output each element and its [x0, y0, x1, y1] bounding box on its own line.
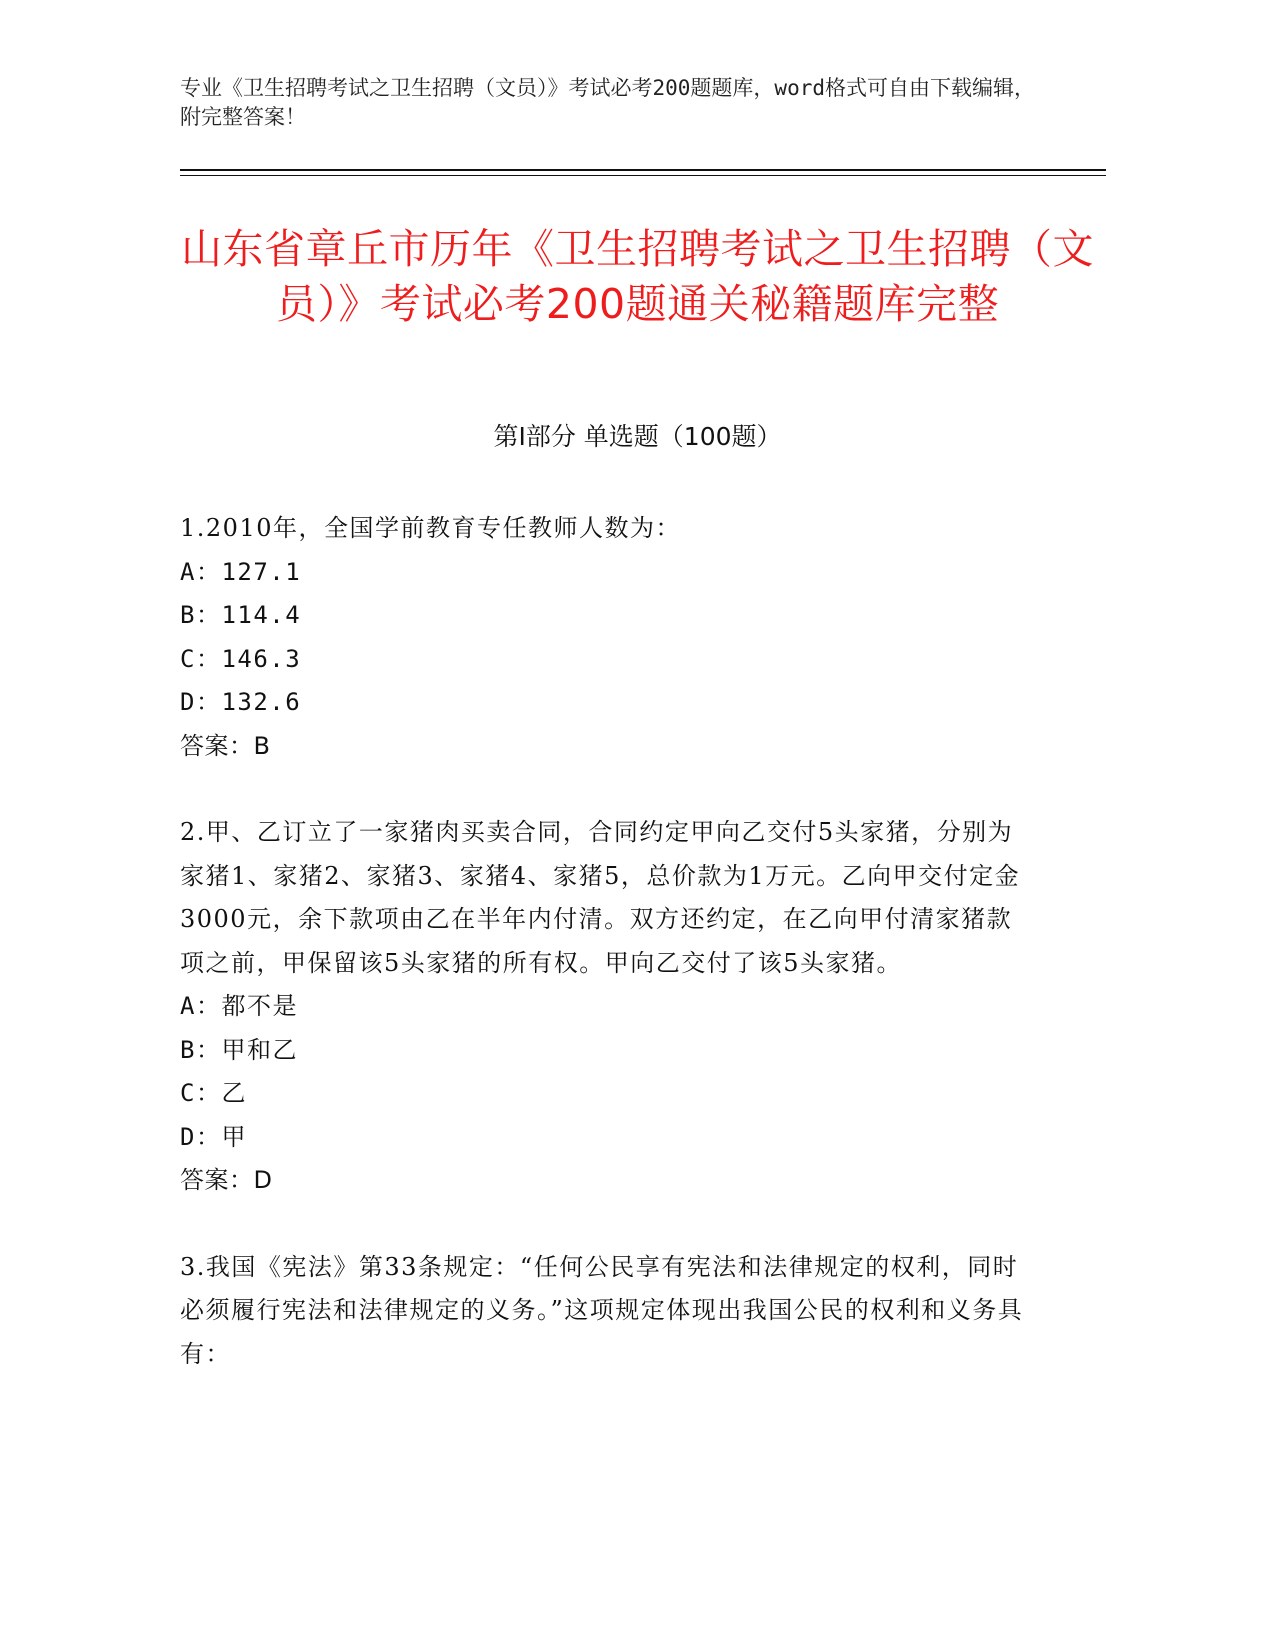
option-b: B：114.4 — [180, 601, 302, 629]
question-1 — [180, 507, 1035, 768]
option-d: D：甲 — [180, 1122, 247, 1151]
option-c: C：146.3 — [180, 644, 302, 673]
answer: 答案：B — [180, 731, 271, 760]
answer: 答案：D — [180, 1166, 273, 1194]
question-stem: 1.2010年，全国学前教育专任教师人数为： — [180, 514, 681, 542]
question-stem: 2.甲、乙订立了一家猪肉买卖合同，合同约定甲向乙交付5头家猪，分别为家猪1、家猪2、家猪3、家猪4、家猪5，总价款为1万元。乙向甲交付定金3000元，余下款项由乙在半年内付清。双方还约定，在乙向甲付清家猪款项之前，甲保留该5头家猪的所有权。甲向乙交付了该5头家猪。 — [180, 818, 1021, 977]
option-b: B：甲和乙 — [180, 1035, 298, 1064]
question-list — [180, 507, 1035, 1419]
option-d: D：132.6 — [180, 688, 302, 716]
question-3 — [180, 1246, 1035, 1377]
header-divider-thick — [180, 169, 1106, 171]
option-a: A：都不是 — [180, 992, 298, 1020]
question-stem: 3.我国《宪法》第33条规定：“任何公民享有宪法和法律规定的权利，同时必须履行宪法和法律规定的义务。”这项规定体现出我国公民的权利和义务具有： — [180, 1252, 1024, 1368]
question-2 — [180, 811, 1035, 1203]
option-c: C：乙 — [180, 1079, 247, 1107]
section-title: 第Ⅰ部分 单选题（100题） — [493, 422, 782, 451]
header-divider-thin — [180, 175, 1106, 176]
document-title: 山东省章丘市历年《卫生招聘考试之卫生招聘（文员）》考试必考200题通关秘籍题库完整 — [181, 225, 1094, 328]
option-a: A：127.1 — [180, 557, 302, 586]
header-note: 专业《卫生招聘考试之卫生招聘（文员）》考试必考200题题库，word格式可自由下载编辑，附完整答案！ — [180, 76, 1035, 129]
